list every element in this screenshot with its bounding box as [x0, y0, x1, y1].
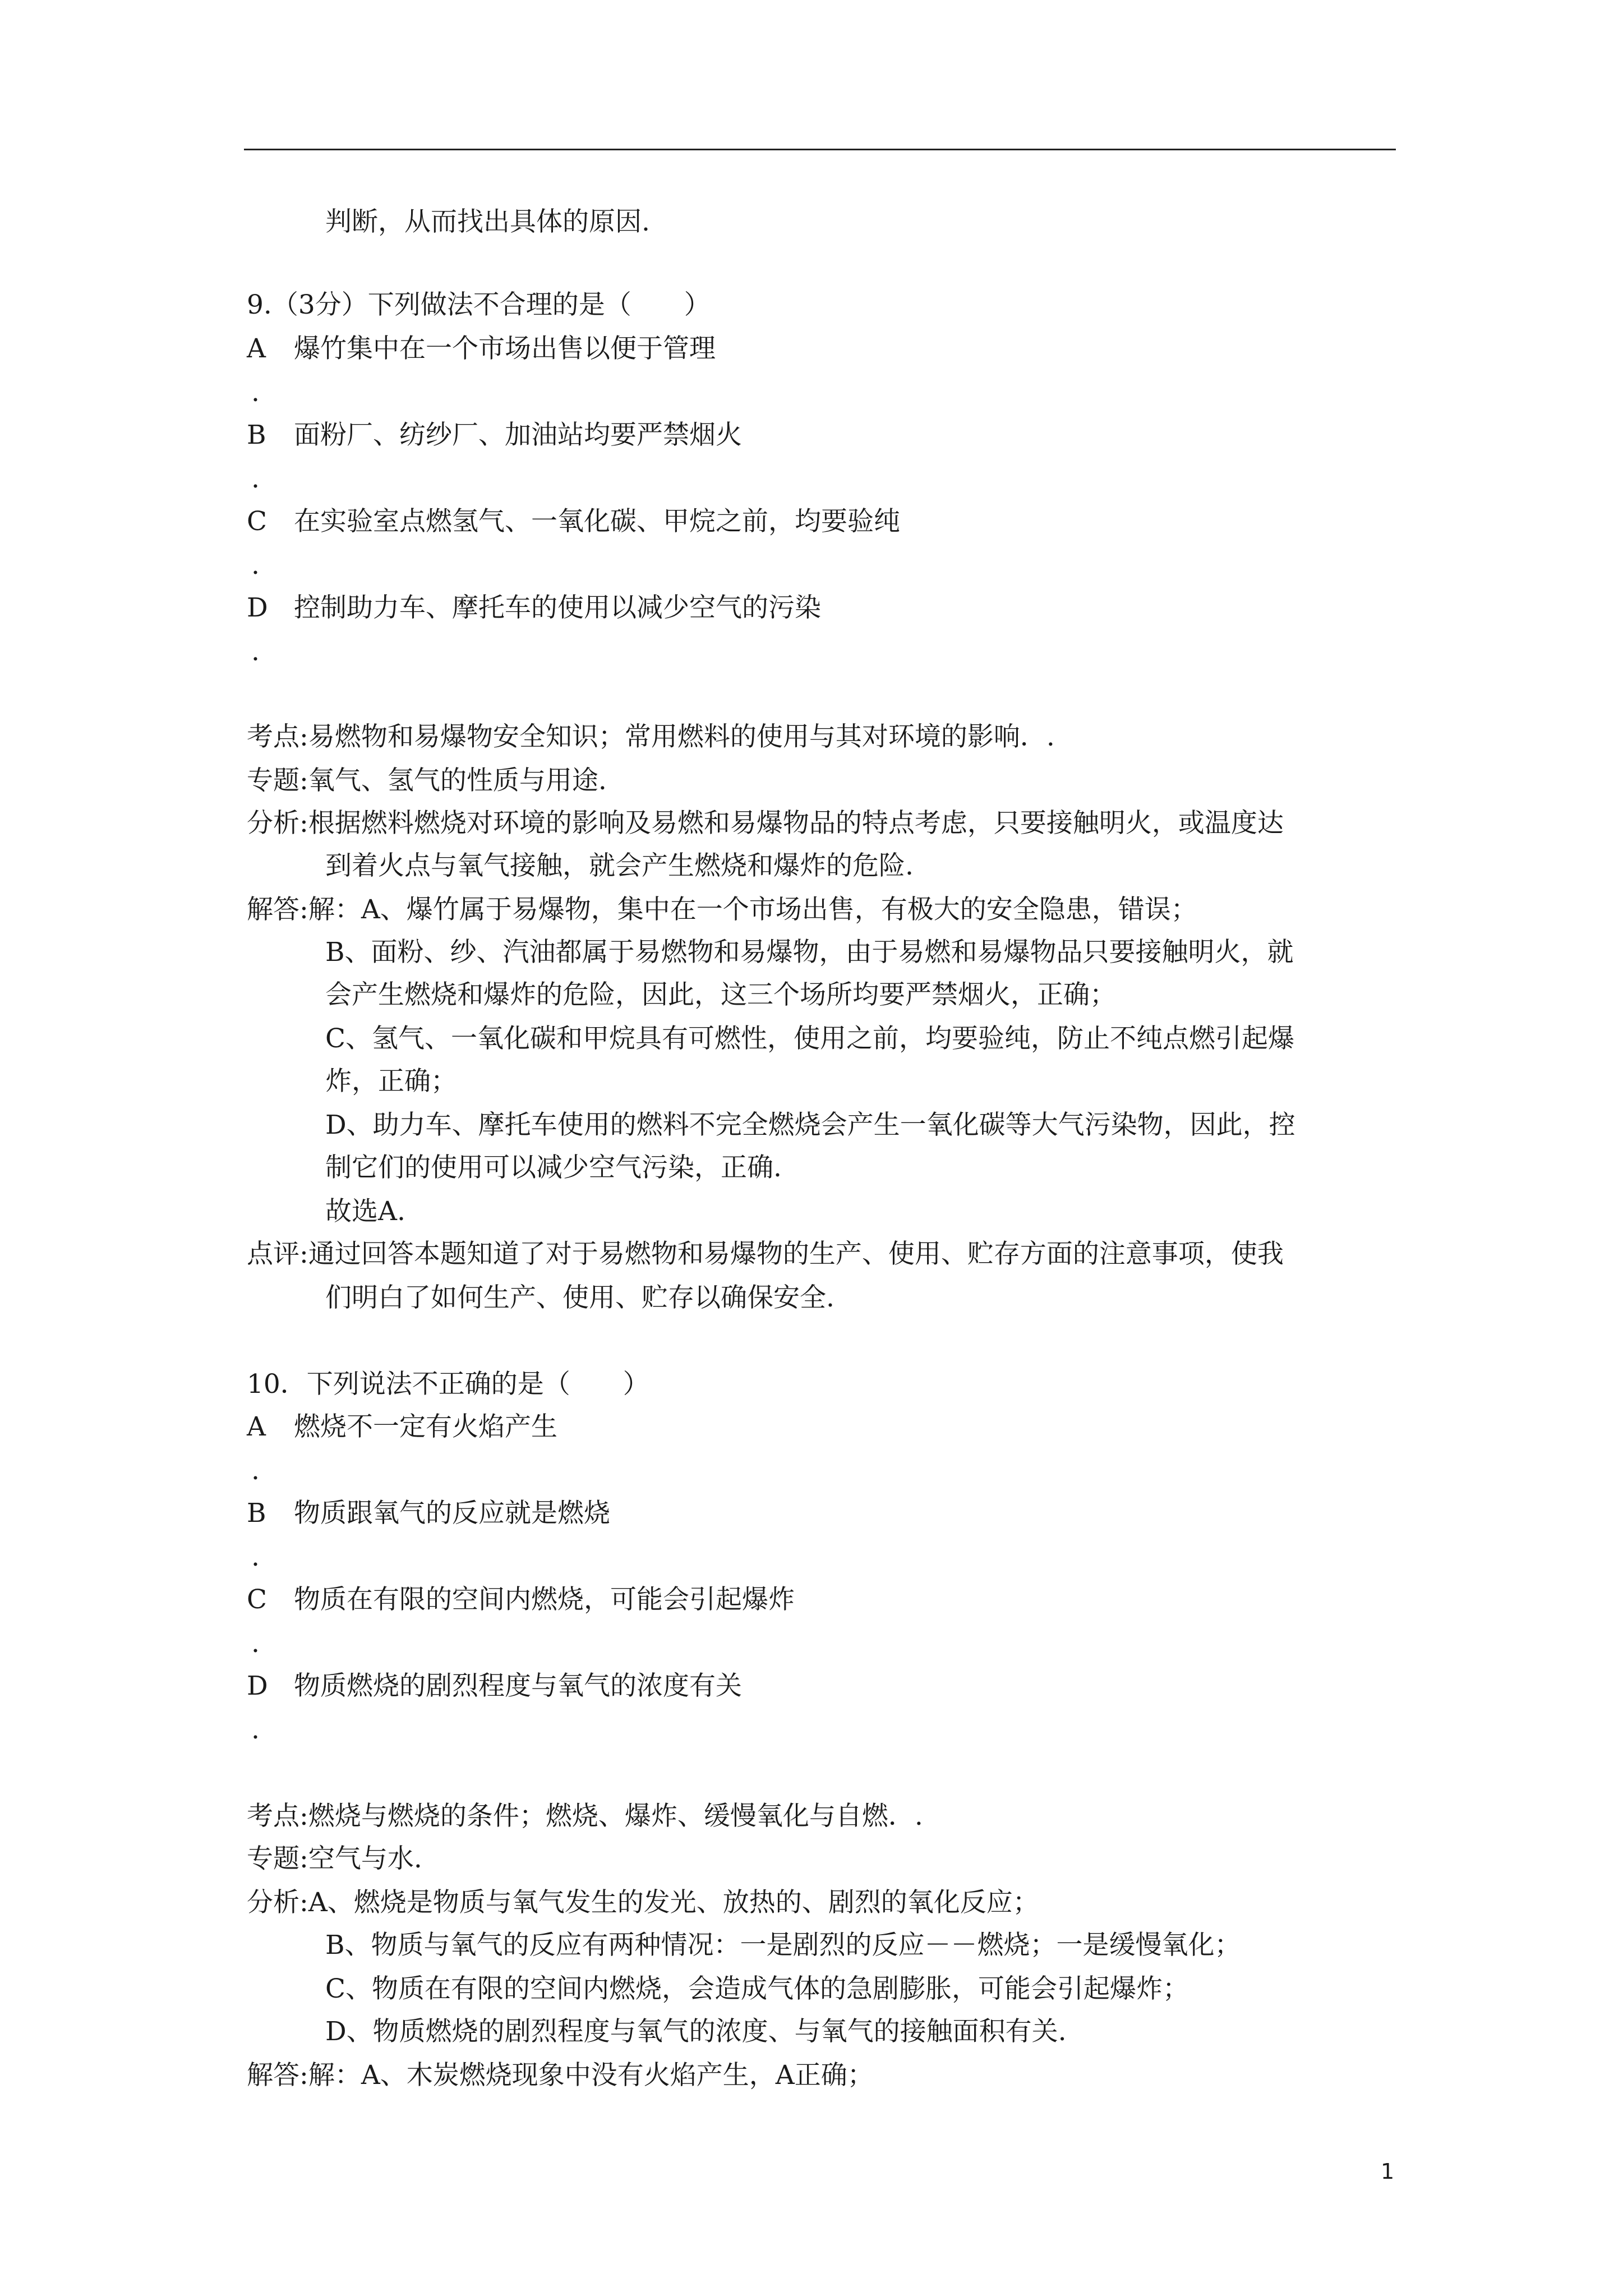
- option-text: 物质燃烧的剧烈程度与氧气的浓度有关: [294, 1671, 742, 1701]
- q9-kaodian: [247, 721, 1055, 752]
- kaodian-label: 考点:: [247, 721, 308, 752]
- fenxi-label: 分析:: [247, 808, 308, 839]
- q9-jieda-line: C、氢气、一氧化碳和甲烷具有可燃性，使用之前，均要验纯，防止不纯点燃引起爆: [325, 1023, 1294, 1054]
- jieda-text: 解：A、木炭燃烧现象中没有火焰产生，A正确；: [308, 2060, 874, 2091]
- continuation-text: 判断，从而找出具体的原因.: [325, 206, 650, 237]
- zhuanti-text: 氧气、氢气的性质与用途.: [308, 765, 607, 796]
- q10-kaodian: [247, 1801, 923, 1832]
- kaodian-text: 易燃物和易爆物安全知识；常用燃料的使用与其对环境的影响．.: [308, 721, 1055, 752]
- header-rule: [244, 149, 1396, 150]
- option-letter: C: [247, 506, 267, 537]
- q9-stem: 9.（3分）下列做法不合理的是（ ）: [247, 289, 711, 320]
- q10-fenxi-line: D、物质燃烧的剧烈程度与氧气的浓度、与氧气的接触面积有关.: [325, 2016, 1067, 2047]
- zhuanti-label: 专题:: [247, 1843, 308, 1874]
- q9-option-d: [247, 592, 821, 623]
- kaodian-label: 考点:: [247, 1801, 308, 1832]
- fenxi-text: 根据燃料燃烧对环境的影响及易燃和易爆物品的特点考虑，只要接触明火，或温度达: [308, 808, 1284, 839]
- q10-option-c: [247, 1586, 795, 1613]
- q9-dianping-line: 们明白了如何生产、使用、贮存以确保安全.: [325, 1282, 834, 1313]
- jieda-label: 解答:: [247, 894, 308, 925]
- q9-zhuanti: [247, 767, 607, 794]
- option-letter: D: [247, 1671, 268, 1701]
- jieda-label: 解答:: [247, 2060, 308, 2091]
- q10-zhuanti: [247, 1843, 422, 1874]
- q9-option-a: [247, 335, 716, 362]
- page-number: 1: [1381, 2159, 1395, 2184]
- q9-option-c: [247, 508, 900, 535]
- option-text: 面粉厂、纺纱厂、加油站均要严禁烟火: [294, 420, 742, 450]
- option-text: 燃烧不一定有火焰产生: [294, 1411, 557, 1442]
- q9-jieda-line: 会产生燃烧和爆炸的危险，因此，这三个场所均要严禁烟火，正确；: [325, 979, 1116, 1010]
- option-text: 物质在有限的空间内燃烧，可能会引起爆炸: [294, 1584, 795, 1615]
- q10-fenxi-line: B、物质与氧气的反应有两种情况：一是剧烈的反应－－燃烧；一是缓慢氧化；: [325, 1930, 1241, 1961]
- q10-fenxi-line: C、物质在有限的空间内燃烧，会造成气体的急剧膨胀，可能会引起爆炸；: [325, 1973, 1189, 2004]
- option-letter: D: [247, 592, 268, 623]
- q9-option-b: [247, 422, 742, 448]
- option-text: 在实验室点燃氢气、一氧化碳、甲烷之前，均要验纯: [294, 506, 900, 537]
- dianping-text: 通过回答本题知道了对于易燃物和易爆物的生产、使用、贮存方面的注意事项，使我: [308, 1239, 1284, 1269]
- option-dot: .: [251, 377, 260, 408]
- kaodian-text: 燃烧与燃烧的条件；燃烧、爆炸、缓慢氧化与自燃．.: [308, 1801, 923, 1832]
- option-text: 爆竹集中在一个市场出售以便于管理: [294, 333, 716, 364]
- q9-jieda: [247, 896, 1197, 923]
- option-dot: .: [251, 550, 260, 581]
- option-letter: A: [247, 1411, 266, 1442]
- fenxi-label: 分析:: [247, 1887, 308, 1918]
- option-dot: .: [251, 1542, 260, 1572]
- zhuanti-label: 专题:: [247, 765, 308, 796]
- option-letter: A: [247, 333, 266, 364]
- option-letter: B: [247, 1498, 266, 1529]
- q9-fenxi-line: 到着火点与氧气接触，就会产生燃烧和爆炸的危险.: [325, 850, 914, 881]
- option-text: 物质跟氧气的反应就是燃烧: [294, 1498, 610, 1529]
- q10-stem: 10．下列说法不正确的是（ ）: [247, 1369, 649, 1400]
- option-dot: .: [251, 463, 260, 494]
- option-dot: .: [251, 1628, 260, 1659]
- q9-dianping: [247, 1241, 1284, 1267]
- q9-jieda-line: 炸，正确；: [325, 1066, 457, 1097]
- option-letter: B: [247, 420, 266, 450]
- option-text: 控制助力车、摩托车的使用以减少空气的污染: [294, 592, 821, 623]
- q10-option-d: [247, 1673, 742, 1699]
- q9-fenxi: [247, 808, 1284, 839]
- dianping-label: 点评:: [247, 1239, 308, 1269]
- option-letter: C: [247, 1584, 267, 1615]
- q10-jieda: [247, 2060, 874, 2091]
- zhuanti-text: 空气与水.: [308, 1843, 422, 1874]
- q10-option-b: [247, 1498, 610, 1529]
- option-dot: .: [251, 1455, 260, 1486]
- q9-jieda-line: 故选A.: [325, 1196, 405, 1227]
- q9-jieda-line: 制它们的使用可以减少空气污染，正确.: [325, 1152, 782, 1183]
- q9-jieda-line: D、助力车、摩托车使用的燃料不完全燃烧会产生一氧化碳等大气污染物，因此，控: [325, 1110, 1295, 1140]
- q10-fenxi: [247, 1889, 1039, 1916]
- option-dot: .: [251, 1714, 260, 1745]
- q10-option-a: [247, 1411, 557, 1442]
- jieda-text: 解：A、爆竹属于易爆物，集中在一个市场出售，有极大的安全隐患，错误；: [308, 894, 1197, 925]
- option-dot: .: [251, 636, 260, 667]
- q9-jieda-line: B、面粉、纱、汽油都属于易燃物和易爆物，由于易燃和易爆物品只要接触明火，就: [325, 937, 1294, 968]
- fenxi-text: A、燃烧是物质与氧气发生的发光、放热的、剧烈的氧化反应；: [308, 1887, 1039, 1918]
